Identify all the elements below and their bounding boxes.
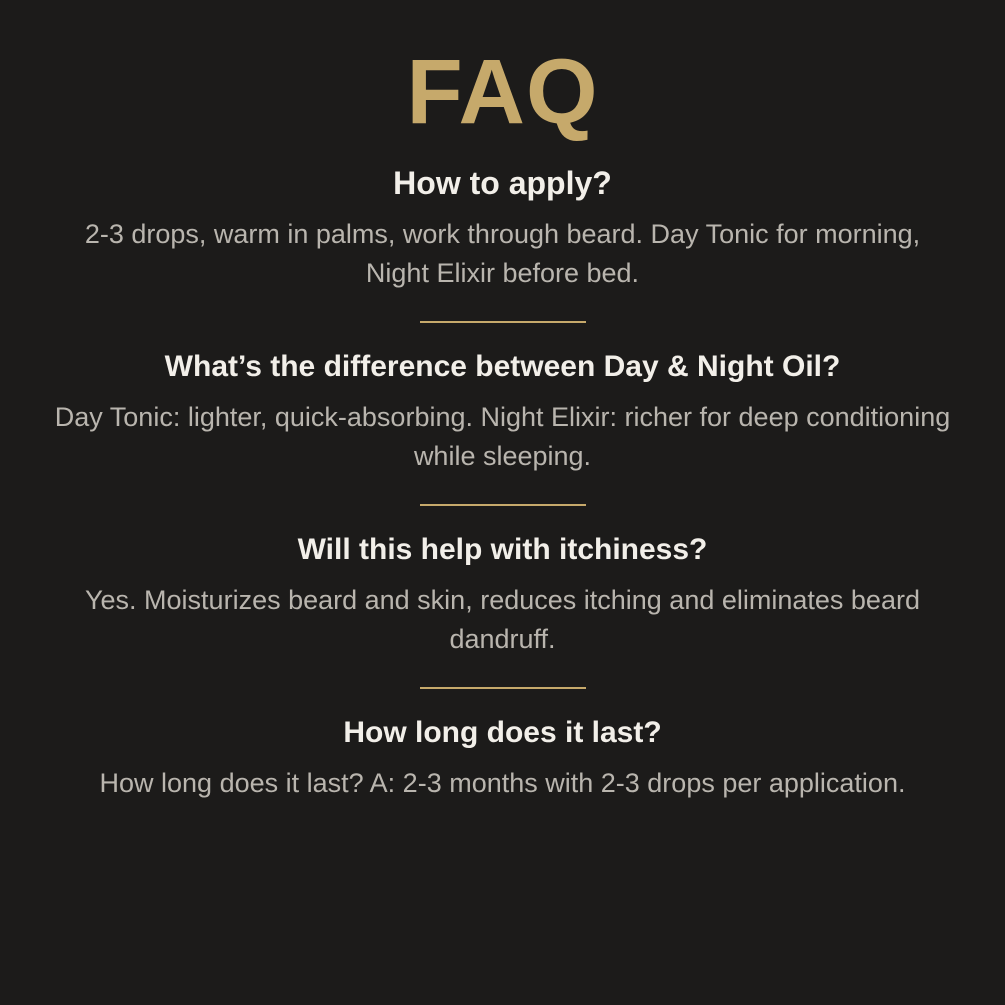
- faq-answer: 2-3 drops, warm in palms, work through beard. Day Tonic for morning, Night Elixir before bed.: [84, 219, 921, 289]
- faq-item: [46, 164, 959, 293]
- faq-question: How to apply?: [393, 165, 612, 201]
- page-title: FAQ: [406, 41, 599, 143]
- divider: [420, 321, 586, 323]
- faq-answer: Yes. Moisturizes beard and skin, reduces itching and eliminates beard dandruff.: [85, 584, 920, 654]
- faq-item: [46, 349, 959, 476]
- faq-item: [46, 715, 959, 803]
- faq-question: How long does it last?: [343, 716, 662, 750]
- divider: [420, 687, 586, 689]
- faq-question: Will this help with itchiness?: [297, 533, 708, 567]
- divider: [420, 504, 586, 506]
- faq-answer: Day Tonic: lighter, quick-absorbing. Night Elixir: richer for deep conditioning while sleeping.: [54, 401, 951, 472]
- faq-question: What’s the difference between Day & Night Oil?: [164, 350, 841, 384]
- faq-answer: How long does it last? A: 2-3 months with 2-3 drops per application.: [99, 767, 906, 798]
- faq-item: [46, 532, 959, 659]
- faq-list: [46, 164, 959, 803]
